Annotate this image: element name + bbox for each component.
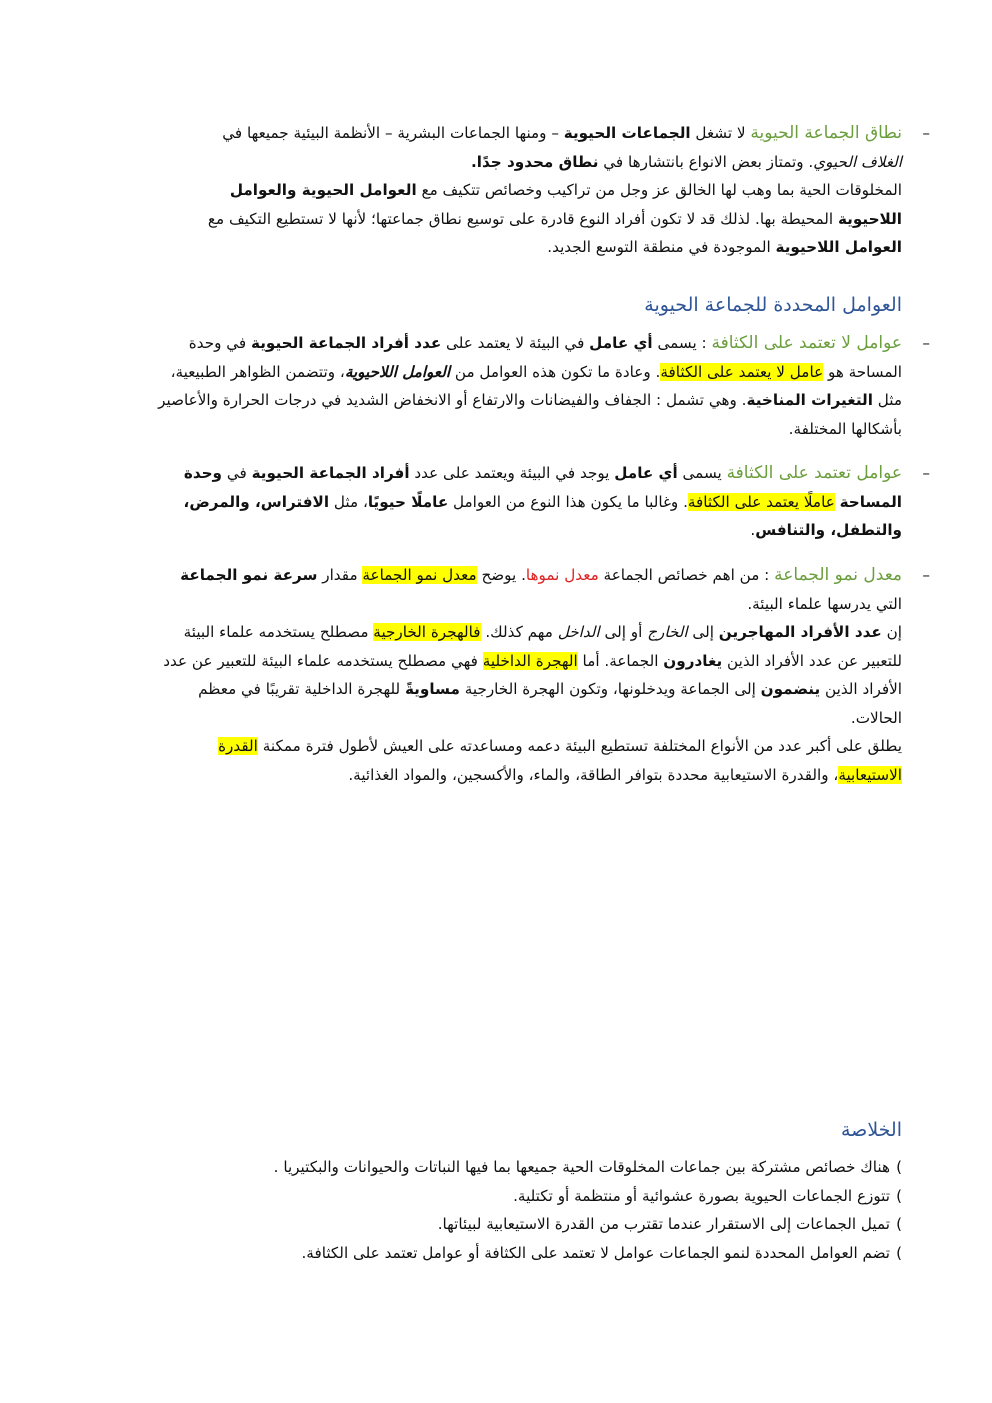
paragraph: [152, 618, 902, 732]
italic-term: الخارج: [647, 623, 688, 641]
list-marker: ): [896, 1215, 902, 1233]
bold-term: التغيرات المناخية: [746, 391, 873, 409]
bold-italic-term: العوامل اللاحيوية: [344, 362, 451, 381]
text: في البيئة لا يعتمد على: [441, 334, 590, 352]
text: مقدار: [317, 566, 363, 584]
bold-term: سرعة نمو الجماعة: [180, 566, 318, 584]
highlighted-term: الهجرة الداخلية: [482, 651, 578, 670]
highlighted-term: القدرة الاستيعابية: [218, 737, 902, 784]
list-marker: ): [896, 1243, 902, 1262]
highlighted-term: معدل نمو الجماعة: [362, 566, 477, 584]
text: فهي مصطلح يستخدمه علماء البيئة للتعبير عن عدد الأفراد الذين: [163, 651, 902, 698]
section-biotic-range: [187, 119, 930, 262]
bold-term: الافتراس، والمرض، والتطفل، والتنافس: [183, 492, 902, 539]
bold-term: العوامل الحيوية والعوامل اللاحيوية: [229, 181, 902, 228]
bold-term: الجماعات الحيوية: [563, 124, 691, 142]
summary-text: تضم العوامل المحددة لنمو الجماعات عوامل لا تعتمد على الكثافة أو عوامل تعتمد على الكثافة.: [301, 1243, 890, 1262]
text: الجماعة. أما: [577, 651, 664, 670]
section-title: عوامل تعتمد على الكثافة: [726, 463, 902, 483]
bold-term: وحدة المساحة: [183, 464, 902, 511]
italic-term: الغلاف الحيوي: [813, 152, 902, 171]
section-title: عوامل لا تعتمد على الكثافة: [711, 333, 902, 353]
text: يسمى: [677, 464, 727, 482]
text: : من اهم خصائص الجماعة: [598, 566, 775, 584]
summary-text: هناك خصائص مشتركة بين جماعات المخلوقات الحية جميعها بما فيها النباتات والحيوانات والبكتيريا .: [273, 1158, 890, 1176]
text: . يوضح: [476, 566, 526, 584]
highlighted-term: فالهجرة الخارجية: [373, 623, 481, 641]
bold-term: يغادرون: [663, 651, 723, 670]
text: لا تشغل: [690, 124, 751, 142]
bold-term: عدد أفراد الجماعة الحيوية: [251, 334, 442, 352]
summary-item: [92, 1182, 902, 1211]
summary-text: تميل الجماعات إلى الاستقرار عندما تقترب من القدرة الاستيعابية لبيئاتها.: [437, 1215, 890, 1233]
highlighted-term: عاملًا يعتمد على الكثافة: [687, 492, 835, 511]
red-term: معدل نموها: [525, 566, 599, 584]
bold-term: عاملًا حيويًا: [367, 492, 449, 511]
text: . وغالبا ما يكون هذا النوع من العوامل: [448, 492, 688, 511]
text: . وهي تشمل : الجفاف والفيضانات والارتفاع أو الانخفاض الشديد في درجات الحرارة والأعاصير بأشكالها المختلفة.: [158, 391, 902, 438]
text: في: [222, 464, 252, 482]
paragraph: [152, 329, 902, 443]
summary-list: [92, 1153, 902, 1267]
section-density-dependent: [167, 459, 930, 545]
paragraph: [152, 561, 902, 618]
text: ، مثل: [329, 492, 368, 511]
text: إلى: [687, 623, 719, 641]
text: للهجرة الداخلية تقريبًا في معظم الحالات.: [198, 680, 902, 727]
text: التي يدرسها علماء البيئة.: [747, 594, 902, 613]
summary-heading: الخلاصة: [841, 1119, 902, 1141]
summary-item: [92, 1153, 902, 1182]
paragraph: [187, 176, 902, 262]
text: . وتمتاز بعض الانواع بانتشارها في: [598, 152, 814, 171]
text: . وعادة ما تكون هذه العوامل من: [450, 362, 661, 381]
bold-term: مساويةً: [404, 680, 460, 698]
bold-term: أفراد الجماعة الحيوية: [251, 464, 410, 482]
text: ، والقدرة الاستيعابية محددة بتوافر الطاقة، والماء، والأكسجين، والمواد الغذائية.: [348, 765, 839, 784]
text: إلى الجماعة ويدخلونها، وتكون الهجرة الخارجية: [459, 680, 761, 698]
bullet-dash: –: [922, 124, 930, 142]
bold-term: أي عامل: [589, 334, 653, 352]
paragraph: [167, 459, 902, 545]
summary-item: [92, 1239, 902, 1268]
section-title: معدل نمو الجماعة: [774, 565, 902, 585]
summary-text: تتوزع الجماعات الحيوية بصورة عشوائية أو منتظمة أو تكتلية.: [513, 1186, 890, 1205]
text: الموجودة في منطقة التوسع الجديد.: [547, 238, 776, 256]
bold-term: العوامل اللاحيوية: [775, 238, 902, 256]
section-growth-rate: [152, 561, 930, 789]
section-heading: العوامل المحددة للجماعة الحيوية: [644, 294, 902, 316]
text: يوجد في البيئة ويعتمد على عدد: [409, 464, 615, 482]
bold-term: نطاق محدود جدًا.: [471, 152, 599, 171]
summary-item: [92, 1210, 902, 1239]
text: ، وتتضمن الظواهر الطبيعية، مثل: [170, 362, 902, 409]
section-density-independent: [152, 329, 930, 443]
text: .: [750, 521, 756, 539]
text: – ومنها الجماعات البشرية – الأنظمة البيئية جميعها في: [222, 124, 564, 142]
highlighted-term: عامل لا يعتمد على الكثافة: [660, 362, 824, 381]
paragraph: [152, 732, 902, 789]
bold-term: ينضمون: [760, 680, 821, 698]
bullet-dash: –: [922, 566, 930, 584]
list-marker: ): [896, 1186, 902, 1205]
text: : يسمى: [652, 334, 712, 352]
text: مهم كذلك.: [480, 623, 558, 641]
bold-term: عدد الأفراد المهاجرين: [718, 623, 882, 641]
text: في وحدة المساحة هو: [188, 334, 902, 381]
italic-term: الداخل: [557, 623, 600, 641]
text: مصطلح يستخدمه علماء البيئة للتعبير عن عدد الأفراد الذين: [183, 623, 902, 670]
paragraph: [187, 119, 902, 176]
bullet-dash: –: [922, 334, 930, 352]
text: يطلق على أكبر عدد من الأنواع المختلفة تستطيع البيئة دعمه ومساعدته على العيش لأطول فترة ممكنة: [257, 737, 902, 755]
list-marker: ): [896, 1158, 902, 1176]
text: إن: [881, 623, 902, 641]
text: أو إلى: [599, 623, 648, 641]
text: المحيطة بها. لذلك قد لا تكون أفراد النوع قادرة على توسيع نطاق جماعتها؛ لأنها لا تستطيع التكيف مع: [207, 209, 838, 228]
section-title: نطاق الجماعة الحيوية: [750, 123, 902, 143]
bold-term: أي عامل: [614, 464, 678, 482]
text: المخلوقات الحية بما وهب لها الخالق عز وجل من تراكيب وخصائص تتكيف مع: [416, 181, 902, 199]
bullet-dash: –: [922, 464, 930, 482]
